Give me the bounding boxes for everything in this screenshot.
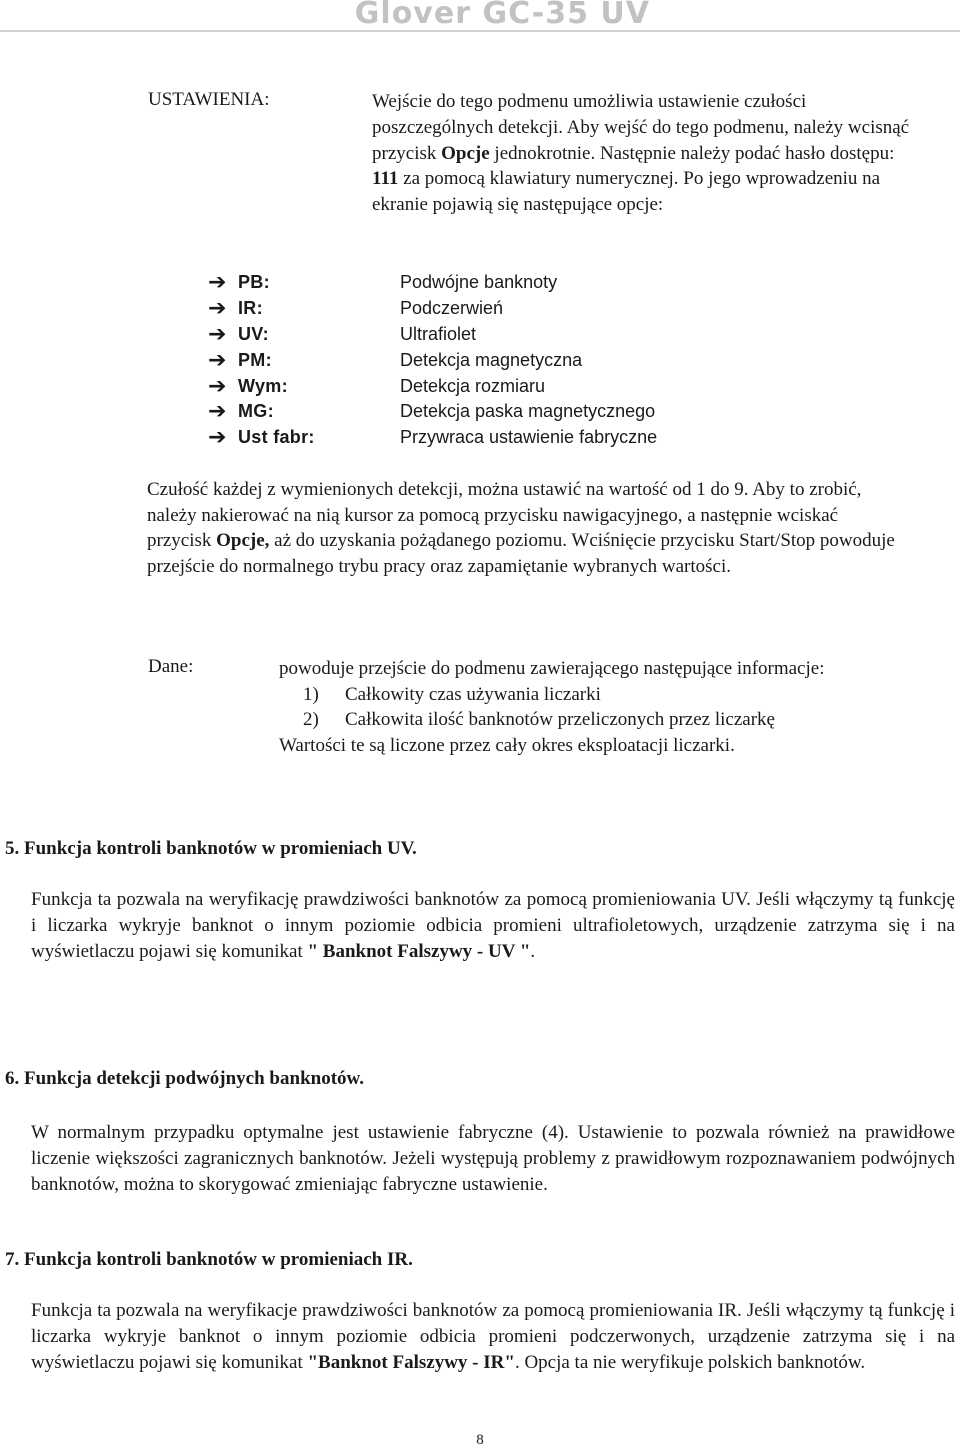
text-run: Funkcja ta pozwala na weryfikacje prawdziwości banknotów za pomocą promieniowania IR. Jeśli włączymy tą funkcję i liczarka wykryje banknot o innym poziomie odbicia promieni podczerwonych, urządzenie zatrzyma się i na wyświetlaczu pojawi się komunikat [31,1300,955,1373]
list-item [279,707,899,733]
option-code: UV: [238,323,269,344]
arrow-right-icon: ➔ [208,425,227,451]
text-run: . Opcja ta nie weryfikuje polskich banknotów. [514,1352,866,1373]
option-code: PB: [238,272,270,293]
section-5-title: 5. Funkcja kontroli banknotów w promieniach UV. [5,838,417,859]
arrow-right-icon: ➔ [208,296,227,322]
option-item [208,425,657,451]
dane-intro: powoduje przejście do podmenu zawierającego następujące informacje: [279,658,825,679]
ustawienia-intro-paragraph [372,89,912,218]
option-description: Detekcja magnetyczna [400,349,583,370]
list-item-text: Całkowity czas używania liczarki [345,683,601,705]
text-run: Wejście do tego podmenu umożliwia ustawienie czułości poszczególnych detekcji. Aby wejść do tego podmenu, należy wcisnąć przycisk [372,91,910,164]
list-item-number: 2) [303,709,319,730]
page-number: 8 [476,1432,484,1448]
bold-text-run: Opcje, [216,530,270,551]
option-description: Podwójne banknoty [400,272,558,293]
option-item [208,399,657,425]
bold-text-run: Opcje [441,142,490,164]
option-code: Wym: [238,375,288,396]
text-run: za pomocą klawiatury numerycznej. Po jego wprowadzeniu na ekranie pojawią się następujące opcje: [372,168,881,216]
bold-text-run: 111 [372,168,399,190]
text-run: Czułość każdej z wymienionych detekcji, można ustawić na wartość od 1 do 9. Aby to zrobić, należy nakierować na nią kursor za pomocą przycisku nawigacyjnego, a następnie wciskać przycisk [147,479,862,551]
text-run: W normalnym przypadku optymalne jest ustawienie fabryczne (4). Ustawienie to pozwala również na prawidłowe liczenie większości zagranicznych banknotów. Jeżeli występują problemy z prawidłowym rozpoznawaniem podwójnych banknotów, można to skorygować zmieniając fabryczne ustawienie. [31,1122,955,1195]
bold-text-run: " Banknot Falszywy - UV " [307,941,531,962]
text-run: Funkcja ta pozwala na weryfikację prawdziwości banknotów za pomocą promieniowania UV. Jeśli włączymy tą funkcję i liczarka wykryje banknot o innym poziomie odbicia promieni ultrafioletowych, urządzenie zatrzyma się i na wyświetlaczu pojawi się komunikat [31,889,955,962]
section-7-body [31,1298,955,1376]
text-run: aż do uzyskania pożądanego poziomu. Wciśnięcie przycisku Start/Stop powoduje przejście do normalnego trybu pracy oraz zapamiętanie wybranych wartości. [147,530,895,577]
arrow-right-icon: ➔ [208,321,227,347]
option-code: IR: [238,298,263,319]
bold-text-run: "Banknot Falszywy - IR" [307,1352,515,1373]
option-item [208,296,657,322]
list-item [279,682,899,708]
option-description: Detekcja paska magnetycznego [400,401,656,422]
section-5-body [31,887,955,965]
dane-label: Dane: [148,656,194,677]
option-description: Przywraca ustawienie fabryczne [400,427,658,448]
option-code: PM: [238,349,272,370]
arrow-right-icon: ➔ [208,347,227,373]
ustawienia-label: USTAWIENIA: [148,89,270,110]
option-description: Detekcja rozmiaru [400,375,546,396]
list-item-text: Całkowita ilość banknotów przeliczonych przez liczarkę [345,709,775,730]
text-run: . [530,941,536,962]
option-description: Ultrafiolet [400,323,477,344]
section-6-body [31,1120,955,1198]
sensitivity-paragraph [147,477,907,579]
dane-footer: Wartości te są liczone przez cały okres eksploatacji liczarki. [279,734,735,756]
list-item-number: 1) [303,683,319,705]
option-item [208,270,657,296]
arrow-right-icon: ➔ [208,270,227,296]
dane-description [279,656,899,758]
settings-options-list [208,270,657,451]
option-code: Ust fabr: [238,427,315,448]
option-item [208,373,657,399]
section-6-title: 6. Funkcja detekcji podwójnych banknotów. [5,1068,364,1089]
dane-info-list [279,682,899,733]
option-code: MG: [238,401,274,422]
arrow-right-icon: ➔ [208,399,227,425]
text-run: jednokrotnie. Następnie należy podać hasło dostępu: [489,142,895,164]
option-item [208,347,657,373]
arrow-right-icon: ➔ [208,373,227,399]
section-7-title: 7. Funkcja kontroli banknotów w promieniach IR. [5,1249,413,1270]
option-item [208,322,657,348]
option-description: Podczerwień [400,298,504,319]
document-header-title: Glover GC-35 UV [354,0,650,31]
header-divider [0,30,960,32]
